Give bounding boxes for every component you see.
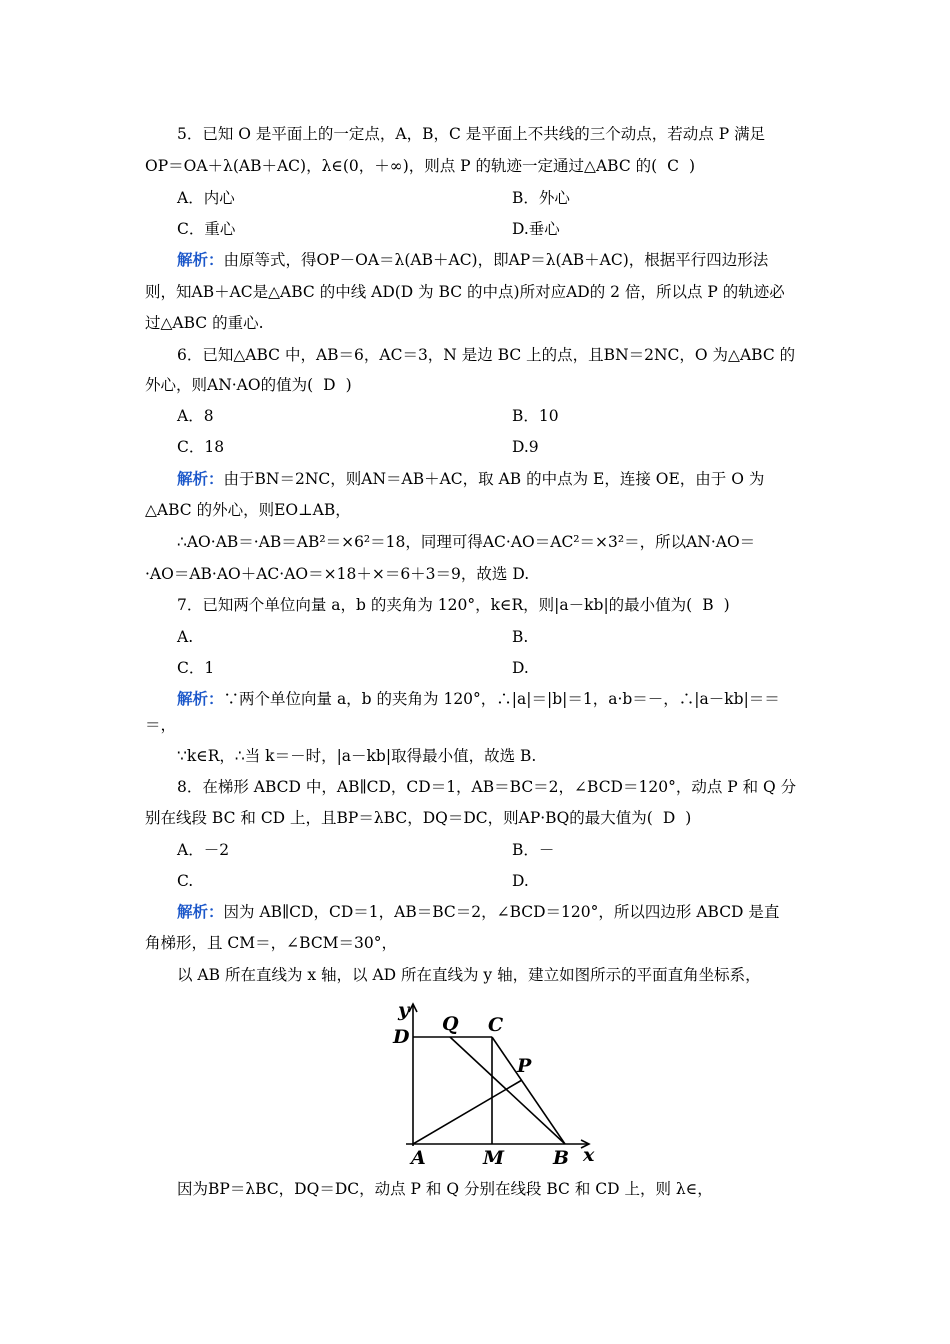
label-d: D bbox=[393, 1026, 410, 1048]
q5-stem-line2 bbox=[145, 155, 810, 177]
trapezoid-coordinate-figure bbox=[380, 1000, 610, 1170]
q6-stem-line2 bbox=[145, 374, 810, 396]
q8-option-d: D. bbox=[512, 872, 529, 890]
q6-stem-close: ) bbox=[345, 376, 352, 394]
label-q: Q bbox=[442, 1013, 459, 1035]
q6-answer: D bbox=[323, 376, 336, 394]
q8-stem-text: 别在线段 BC 和 CD 上，且BP＝λBC，DQ＝DC，则AP·BQ的最大值为( bbox=[145, 809, 653, 827]
q5-option-d: D.垂心 bbox=[512, 220, 560, 238]
q8-option-a: A．－2 bbox=[177, 841, 230, 859]
q5-stem-line1: 5．已知 O 是平面上的一定点，A，B，C 是平面上不共线的三个动点，若动点 P 满足 bbox=[177, 125, 766, 143]
q5-option-c: C．重心 bbox=[177, 220, 236, 238]
q6-option-d: D.9 bbox=[512, 438, 539, 456]
q5-option-b: B．外心 bbox=[512, 189, 570, 207]
q6-option-c: C．18 bbox=[177, 438, 225, 456]
q5-stem-close: ) bbox=[689, 157, 696, 175]
q7-solution-line3: ∵k∈R，∴当 k＝－时，|a－kb|取得最小值，故选 B. bbox=[177, 747, 537, 765]
q5-solution-line1 bbox=[177, 249, 842, 271]
q6-stem-text: 外心，则AN·AO的值为( bbox=[145, 376, 314, 394]
label-b: B bbox=[553, 1147, 570, 1169]
q5-jiexi-label: 解析： bbox=[177, 250, 224, 269]
q7-solution-line1 bbox=[177, 688, 842, 710]
q8-solution-line3: 以 AB 所在直线为 x 轴，以 AD 所在直线为 y 轴，建立如图所示的平面直角坐标系， bbox=[177, 966, 761, 984]
segment-qb bbox=[450, 1037, 565, 1144]
label-m: M bbox=[483, 1147, 505, 1169]
q8-option-b: B．－ bbox=[512, 841, 555, 859]
q5-solution-line2: 则，知AB＋AC是△ABC 的中线 AD(D 为 BC 的中点)所对应AD的 2 倍，所以点 P 的轨迹必 bbox=[145, 283, 785, 301]
q6-stem-line1: 6．已知△ABC 中，AB＝6，AC＝3，N 是边 BC 上的点，且BN＝2NC，O 为△ABC 的 bbox=[177, 346, 796, 364]
q5-answer: C bbox=[667, 157, 680, 175]
q7-answer: B bbox=[702, 596, 714, 614]
label-c: C bbox=[488, 1014, 504, 1036]
q8-solution-line2: 角梯形，且 CM＝，∠BCM＝30°， bbox=[145, 934, 398, 952]
q5-stem-text: OP＝OA＋λ(AB＋AC)，λ∈(0，＋∞)，则点 P 的轨迹一定通过△ABC 的( bbox=[145, 157, 658, 175]
q8-answer: D bbox=[662, 809, 676, 827]
q6-jiexi-label: 解析： bbox=[177, 469, 224, 488]
q8-jiexi-label: 解析： bbox=[177, 902, 224, 921]
q6-solution-line4: ·AO＝AB·AO＋AC·AO＝×18＋×＝6＋3＝9，故选 D. bbox=[145, 565, 530, 583]
label-x: x bbox=[583, 1144, 595, 1166]
q8-stem-line2 bbox=[145, 807, 810, 829]
q6-option-b: B．10 bbox=[512, 407, 559, 425]
q6-solution-text1: 由于BN＝2NC，则AN＝AB＋AC，取 AB 的中点为 E，连接 OE，由于 O 为 bbox=[223, 470, 765, 488]
q7-solution-text1: ∵两个单位向量 a，b 的夹角为 120°，∴|a|＝|b|＝1，a·b＝－，∴|a－kb|＝＝ bbox=[223, 690, 780, 708]
q6-option-a: A．8 bbox=[177, 407, 214, 425]
q8-solution-line4: 因为BP＝λBC，DQ＝DC，动点 P 和 Q 分别在线段 BC 和 CD 上，则 λ∈， bbox=[177, 1180, 713, 1198]
q7-option-b: B. bbox=[512, 628, 529, 646]
q7-option-a: A. bbox=[177, 628, 194, 646]
q7-jiexi-label: 解析： bbox=[177, 689, 224, 708]
label-a: A bbox=[411, 1147, 426, 1169]
label-y: y bbox=[398, 1000, 410, 1021]
q5-option-a: A．内心 bbox=[177, 189, 235, 207]
q7-stem-close: ) bbox=[723, 596, 730, 614]
label-p: P bbox=[517, 1055, 532, 1077]
q5-solution-text1: 由原等式，得OP－OA＝λ(AB＋AC)，即AP＝λ(AB＋AC)，根据平行四边形法 bbox=[223, 251, 769, 269]
q6-solution-line1 bbox=[177, 468, 842, 490]
q7-option-c: C．1 bbox=[177, 659, 215, 677]
q8-stem-close: ) bbox=[685, 809, 692, 827]
q8-stem-line1: 8．在梯形 ABCD 中，AB∥CD，CD＝1，AB＝BC＝2，∠BCD＝120°，动点 P 和 Q 分 bbox=[177, 778, 797, 796]
q8-solution-text1: 因为 AB∥CD，CD＝1，AB＝BC＝2，∠BCD＝120°，所以四边形 ABCD 是直 bbox=[223, 903, 780, 921]
q8-solution-line1 bbox=[177, 901, 842, 923]
q6-solution-line3: ∴AO·AB＝·AB＝AB²＝×6²＝18，同理可得AC·AO＝AC²＝×3²＝，所以AN·AO＝ bbox=[177, 533, 756, 551]
q6-solution-line2: △ABC 的外心，则EO⊥AB， bbox=[145, 501, 351, 519]
q7-solution-line2: ＝， bbox=[145, 716, 177, 734]
q7-option-d: D. bbox=[512, 659, 529, 677]
q7-stem-line1 bbox=[177, 594, 842, 616]
q5-solution-line3: 过△ABC 的重心. bbox=[145, 314, 264, 332]
q7-stem-text: 7．已知两个单位向量 a，b 的夹角为 120°，k∈R，则|a－kb|的最小值为( bbox=[177, 596, 693, 614]
q8-option-c: C. bbox=[177, 872, 194, 890]
